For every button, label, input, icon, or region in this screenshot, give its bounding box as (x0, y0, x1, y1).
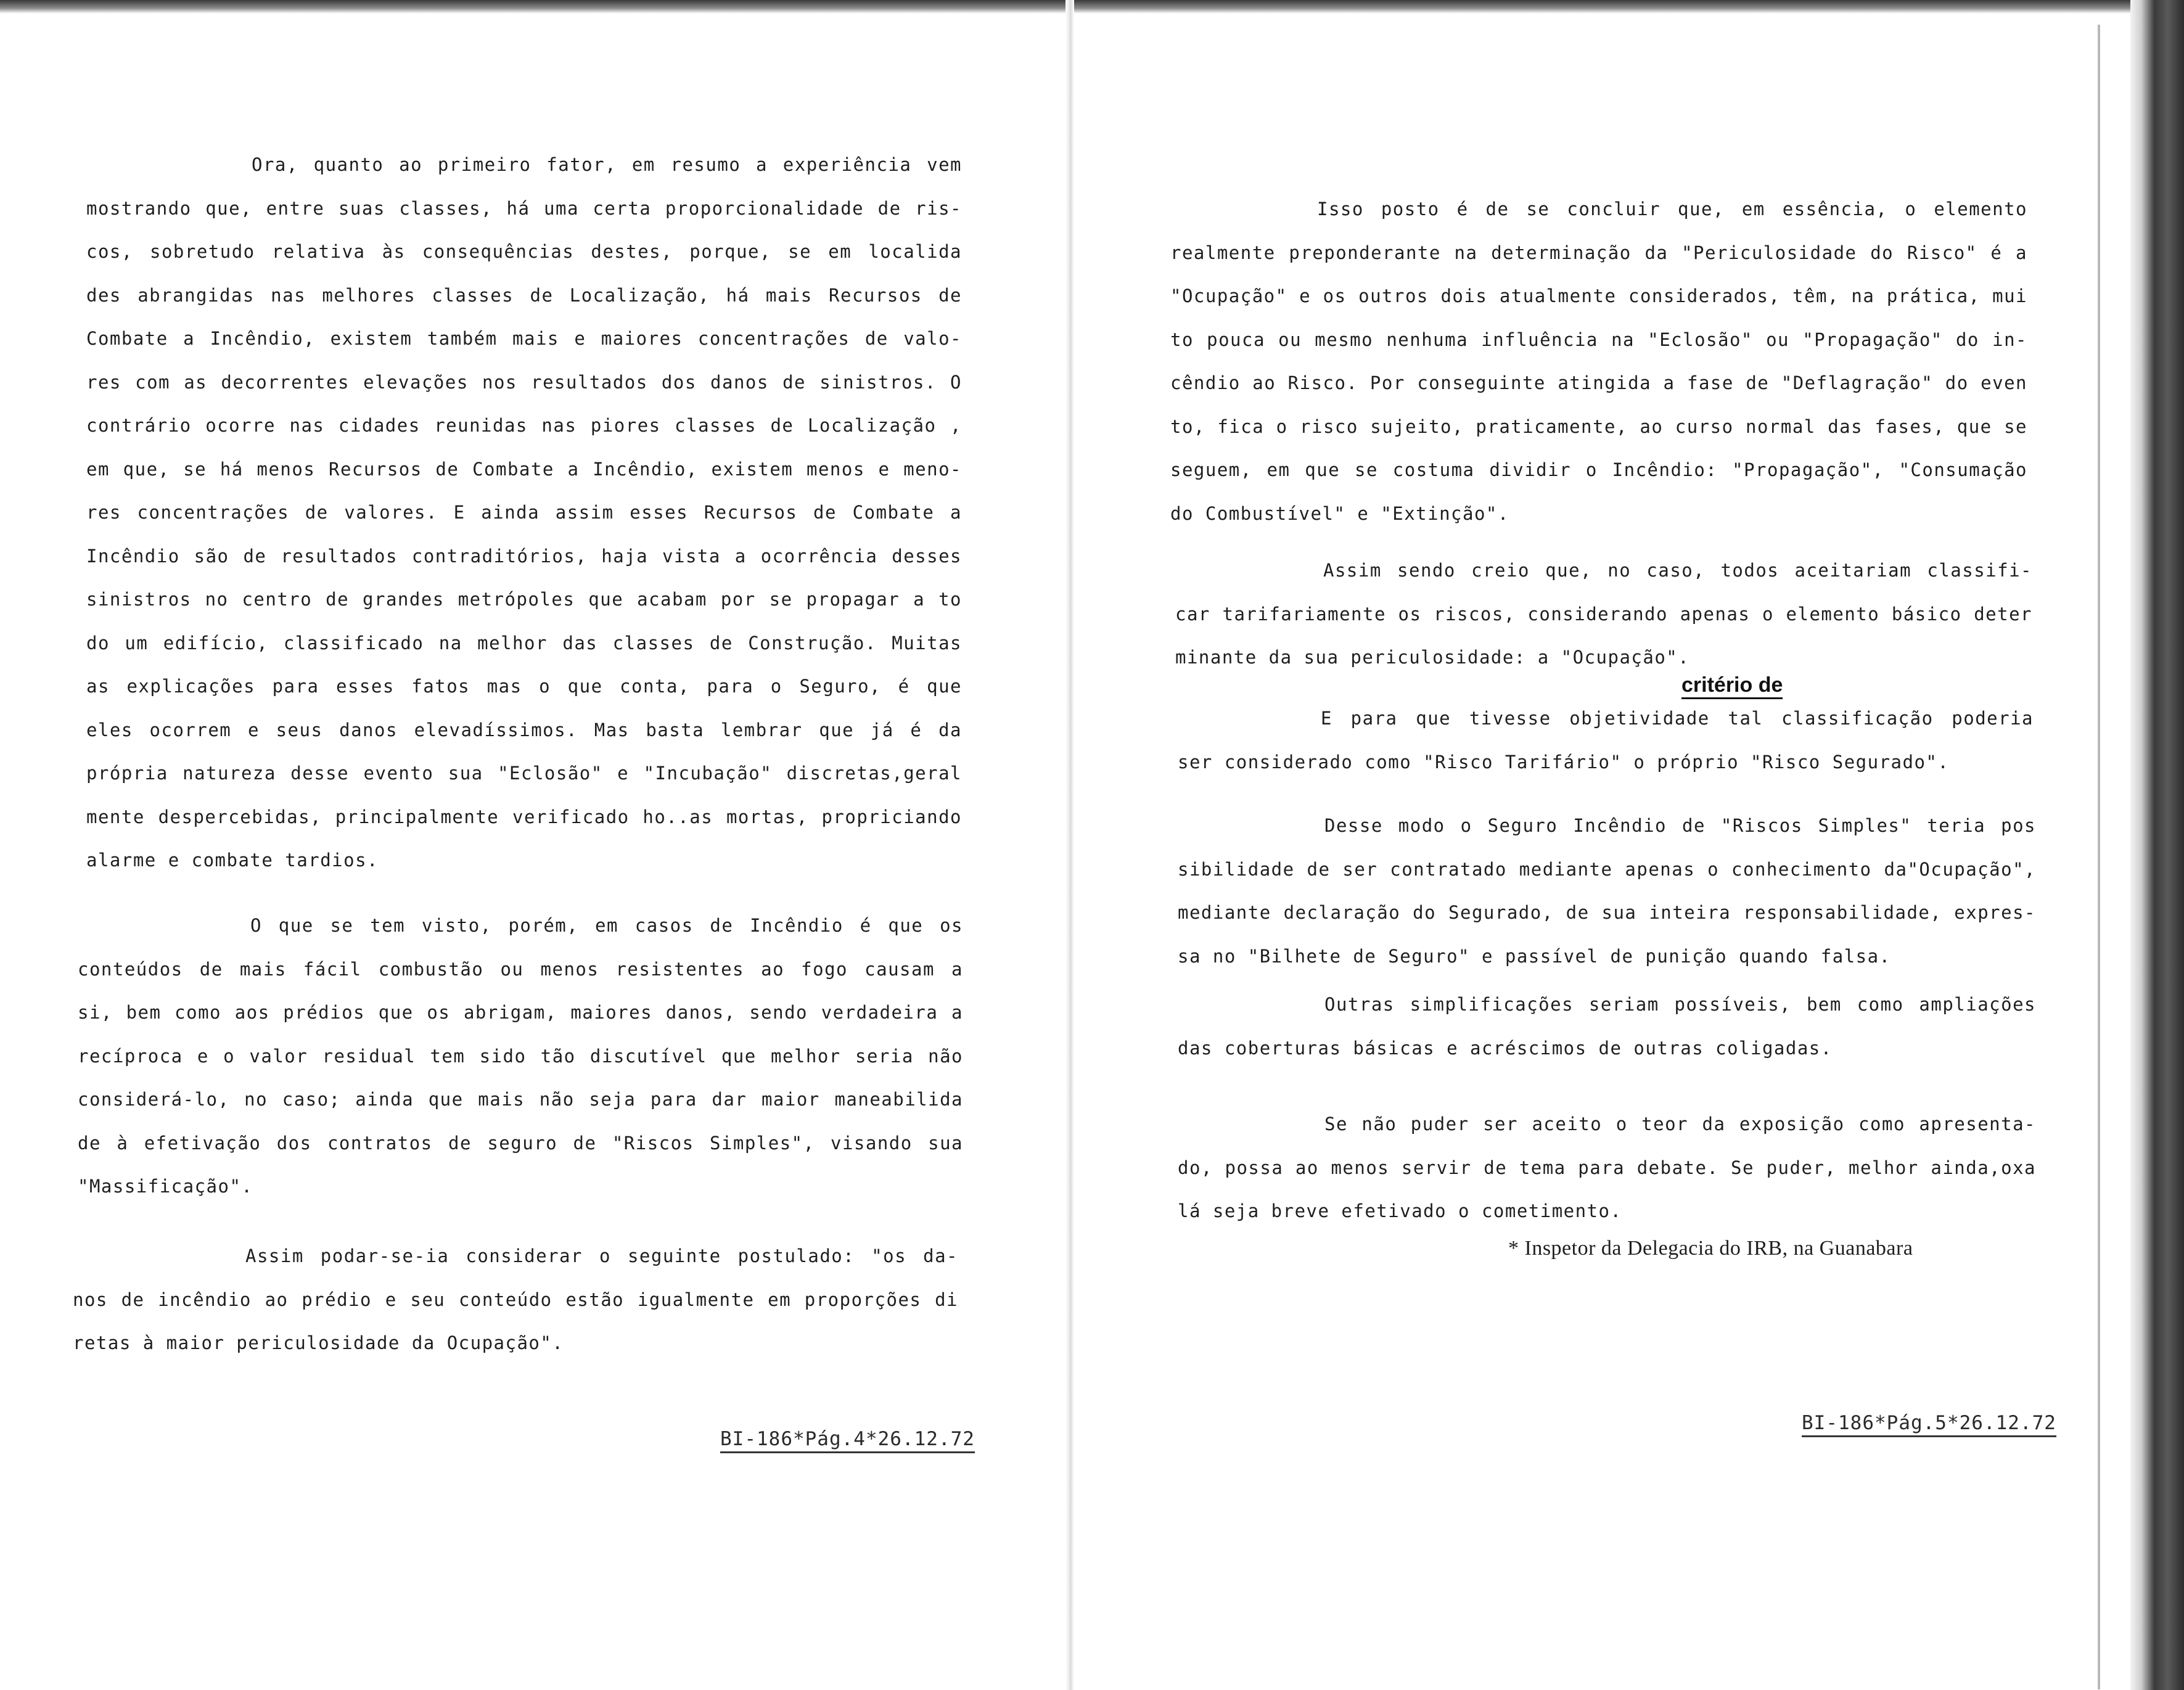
text-line: mente despercebidas, principalmente verificado ho..as mortas, propriciando (86, 806, 962, 827)
right-paragraph-2 (1175, 549, 2032, 679)
author-signature-line: * Inspetor da Delegacia do IRB, na Guanabara (1508, 1237, 1913, 1260)
text-line: as explicações para esses fatos mas o que conta, para o Seguro, é que (86, 676, 962, 697)
right-paragraph-6 (1178, 1102, 2036, 1233)
text-line: própria natureza desse evento sua "Eclosão" e "Incubação" discretas,geral (86, 763, 962, 784)
text-line: sa no "Bilhete de Seguro" e passível de punição quando falsa. (1178, 945, 1891, 967)
text-line: seguem, em que se costuma dividir o Incêndio: "Propagação", "Consumação (1170, 459, 2027, 480)
text-line: retas à maior periculosidade da Ocupação". (73, 1332, 564, 1353)
text-line: si, bem como aos prédios que os abrigam, maiores danos, sendo verdadeira a (78, 1002, 963, 1023)
text-line: sinistros no centro de grandes metrópoles que acabam por se propagar a to (86, 589, 962, 610)
text-line: minante da sua periculosidade: a "Ocupação". (1175, 647, 1690, 668)
right-page (1074, 0, 2122, 1690)
text-line: Combate a Incêndio, existem também mais e maiores concentrações de valo- (86, 328, 962, 349)
text-line: Desse modo o Seguro Incêndio de "Riscos Simples" teria pos (1324, 815, 2036, 836)
text-line: cos, sobretudo relativa às consequências destes, porque, se em localida (86, 241, 962, 262)
text-line: do um edifício, classificado na melhor das classes de Construção. Muitas (86, 632, 962, 654)
right-page-footer: BI-186*Pág.5*26.12.72 (1802, 1412, 2056, 1437)
text-line: res com as decorrentes elevações nos resultados dos danos de sinistros. O (86, 371, 962, 393)
text-line: ser considerado como "Risco Tarifário" o próprio "Risco Segurado". (1178, 751, 1950, 773)
text-line: do, possa ao menos servir de tema para debate. Se puder, melhor ainda,oxa (1178, 1157, 2036, 1178)
right-paragraph-3 (1178, 697, 2034, 784)
text-line: contrário ocorre nas cidades reunidas nas piores classes de Localização , (86, 415, 962, 436)
left-paragraph-1 (86, 143, 962, 882)
text-line: E para que tivesse objetividade tal classificação poderia (1321, 708, 2034, 729)
text-line: nos de incêndio ao prédio e seu conteúdo estão igualmente em proporções di (73, 1289, 958, 1310)
page-fold (1065, 0, 1074, 1690)
text-line: to pouca ou mesmo nenhuma influência na "Eclosão" ou "Propagação" do in- (1170, 329, 2027, 350)
text-line: Ora, quanto ao primeiro fator, em resumo a experiência vem (252, 154, 962, 175)
left-paragraph-3 (73, 1234, 958, 1365)
left-page (0, 0, 1065, 1690)
handwritten-insert: critério de (1681, 673, 1783, 699)
left-paragraph-2 (78, 904, 963, 1208)
text-line: des abrangidas nas melhores classes de Localização, há mais Recursos de (86, 284, 962, 306)
text-line: "Ocupação" e os outros dois atualmente considerados, têm, na prática, mui (1170, 285, 2027, 306)
text-line: de à efetivação dos contratos de seguro de "Riscos Simples", visando sua (78, 1132, 963, 1154)
text-line: cêndio ao Risco. Por conseguinte atingida a fase de "Deflagração" do even (1170, 372, 2027, 393)
text-line: car tarifariamente os riscos, considerando apenas o elemento básico deter (1175, 603, 2032, 625)
text-line: do Combustível" e "Extinção". (1170, 502, 1509, 524)
text-line: to, fica o risco sujeito, praticamente, ao curso normal das fases, que se (1170, 416, 2027, 437)
right-paragraph-5 (1178, 983, 2036, 1070)
scan-right-edge (2130, 0, 2184, 1690)
text-line: Isso posto é de se concluir que, em essência, o elemento (1317, 199, 2027, 219)
text-line: Outras simplificações seriam possíveis, bem como ampliações (1324, 994, 2036, 1015)
text-line: eles ocorrem e seus danos elevadíssimos. Mas basta lembrar que já é da (86, 719, 962, 740)
text-line: Se não puder ser aceito o teor da exposição como apresenta- (1324, 1114, 2036, 1134)
text-line: res concentrações de valores. E ainda assim esses Recursos de Combate a (86, 502, 962, 523)
right-paragraph-1 (1170, 187, 2027, 535)
text-line: em que, se há menos Recursos de Combate a Incêndio, existem menos e meno- (86, 458, 962, 480)
right-paragraph-4 (1178, 804, 2036, 978)
text-line: Assim podar-se-ia considerar o seguinte postulado: "os da- (245, 1245, 958, 1266)
text-line: Assim sendo creio que, no caso, todos aceitariam classifi- (1323, 560, 2032, 581)
text-line: "Massificação". (78, 1176, 253, 1197)
text-line: sibilidade de ser contratado mediante apenas o conhecimento da"Ocupação", (1178, 858, 2036, 880)
text-line: das coberturas básicas e acréscimos de outras coligadas. (1178, 1037, 1833, 1059)
text-line: mediante declaração do Segurado, de sua inteira responsabilidade, expres- (1178, 902, 2036, 923)
text-line: conteúdos de mais fácil combustão ou menos resistentes ao fogo causam a (78, 958, 963, 980)
left-page-footer: BI-186*Pág.4*26.12.72 (720, 1428, 975, 1453)
text-line: considerá-lo, no caso; ainda que mais não seja para dar maior maneabilida (78, 1089, 963, 1110)
text-line: Incêndio são de resultados contraditórios, haja vista a ocorrência desses (86, 545, 962, 567)
text-line: mostrando que, entre suas classes, há uma certa proporcionalidade de ris- (86, 197, 962, 219)
text-line: alarme e combate tardios. (86, 850, 379, 871)
text-line: recíproca e o valor residual tem sido tão discutível que melhor seria não (78, 1045, 963, 1067)
text-line: lá seja breve efetivado o cometimento. (1178, 1200, 1622, 1221)
text-line: O que se tem visto, porém, em casos de Incêndio é que os (250, 915, 963, 936)
text-line: realmente preponderante na determinação da "Periculosidade do Risco" é a (1170, 242, 2027, 263)
